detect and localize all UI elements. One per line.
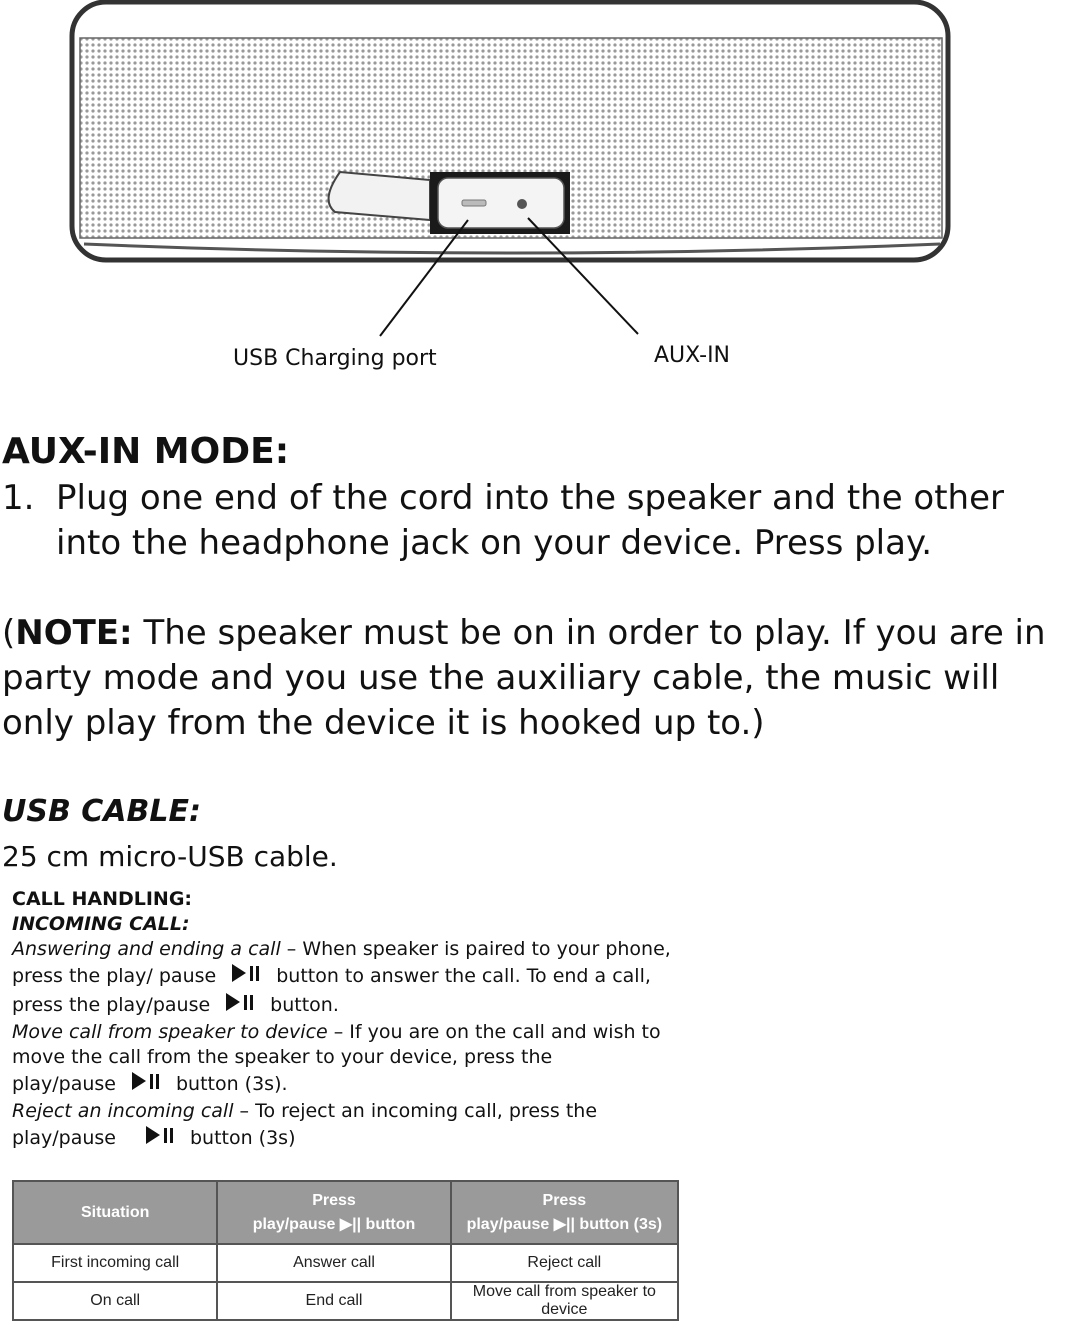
step-number: 1.	[2, 478, 35, 518]
reject-title: Reject an incoming call	[12, 1100, 234, 1122]
play-pause-icon	[224, 991, 256, 1020]
usb-cable-heading: USB CABLE:	[2, 794, 201, 829]
table-header-press-3s: Press play/pause ▶|| button (3s)	[451, 1181, 678, 1244]
play-pause-icon	[230, 962, 262, 991]
reject-line-2: play/pause button (3s)	[12, 1124, 732, 1153]
speaker-illustration	[0, 0, 1088, 400]
table-header-situation: Situation	[13, 1181, 217, 1244]
answer-line-3: press the play/pause button.	[12, 991, 732, 1020]
move-line-2: move the call from the speaker to your device, press the	[12, 1046, 553, 1068]
table-cell: First incoming call	[13, 1244, 217, 1282]
table-cell: Move call from speaker to device	[451, 1282, 678, 1320]
step-line-2: into the headphone jack on your device. Press play.	[56, 523, 933, 563]
aux-mode-heading: AUX-IN MODE:	[2, 431, 290, 472]
table-row	[13, 1282, 678, 1320]
note-line-2: party mode and you use the auxiliary cable, the music will	[2, 658, 1000, 698]
play-pause-icon	[130, 1070, 162, 1099]
answer-line-1: Answering and ending a call – When speaker is paired to your phone,	[12, 938, 671, 960]
play-pause-icon	[144, 1124, 176, 1153]
incoming-call-subheading: INCOMING CALL:	[12, 913, 190, 935]
usb-cable-text: 25 cm micro-USB cable.	[2, 840, 338, 873]
table-cell: End call	[217, 1282, 450, 1320]
note-line-1: (NOTE: The speaker must be on in order to play. If you are in	[2, 613, 1046, 653]
aux-jack-icon	[517, 199, 527, 209]
step-line-1: Plug one end of the cord into the speaker and the other	[56, 478, 1004, 518]
usb-port-icon	[462, 200, 486, 206]
call-handling-table	[12, 1180, 679, 1321]
table-row	[13, 1244, 678, 1282]
table-header-press: Press play/pause ▶|| button	[217, 1181, 450, 1244]
call-handling-heading: CALL HANDLING:	[12, 888, 193, 910]
move-line-3: play/pause button (3s).	[12, 1070, 732, 1099]
aux-in-label: AUX-IN	[654, 343, 731, 368]
answer-title: Answering and ending a call	[12, 938, 281, 960]
note-label: NOTE:	[15, 613, 133, 653]
table-cell: On call	[13, 1282, 217, 1320]
answer-line-2: press the play/ pause button to answer the call. To end a call,	[12, 962, 732, 991]
call-handling-section	[12, 887, 732, 1153]
usb-charging-port-label: USB Charging port	[233, 346, 437, 371]
move-title: Move call from speaker to device	[12, 1021, 328, 1043]
table-cell: Reject call	[451, 1244, 678, 1282]
reject-line-1: Reject an incoming call – To reject an incoming call, press the	[12, 1100, 598, 1122]
move-line-1: Move call from speaker to device – If you are on the call and wish to	[12, 1021, 661, 1043]
note-line-3: only play from the device it is hooked up to.)	[2, 703, 765, 743]
table-header-row	[13, 1181, 678, 1244]
table-cell: Answer call	[217, 1244, 450, 1282]
